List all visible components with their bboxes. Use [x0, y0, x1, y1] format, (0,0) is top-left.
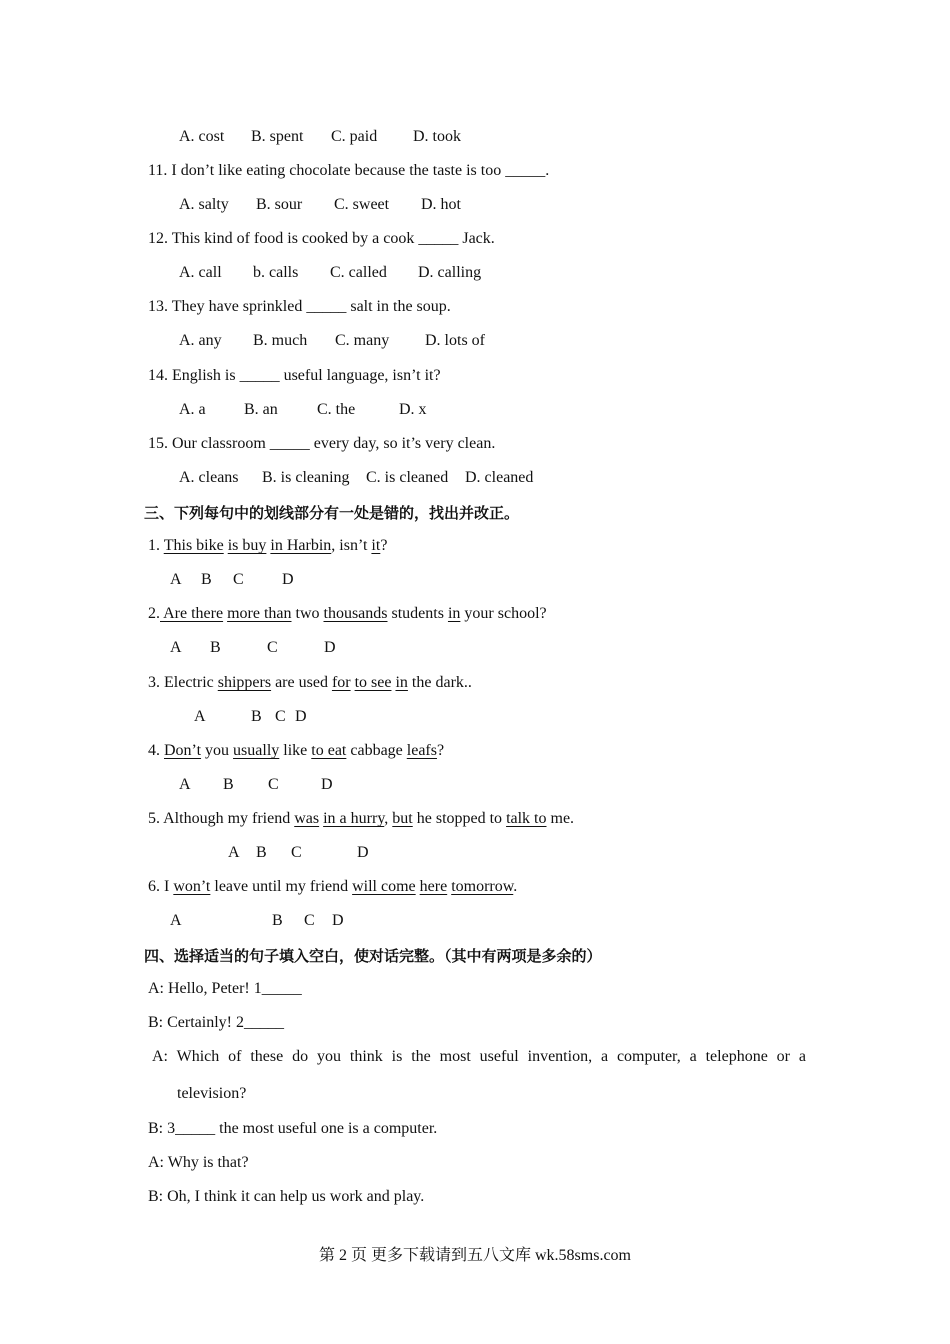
q14-option-b: B. an — [244, 401, 278, 418]
q10-option-c: C. paid — [331, 128, 378, 145]
section-4-heading: 四、选择适当的句子填入空白，使对话完整。（其中有两项是多余的） — [144, 947, 602, 965]
dialogue-line-3-continued: television? — [177, 1085, 247, 1102]
underlined-part-b: will come — [352, 878, 416, 895]
marker-d: D — [357, 844, 369, 861]
dialogue-line-2: B: Certainly! 2_____ — [148, 1014, 284, 1031]
marker-c: C — [268, 776, 279, 793]
page-footer: 第 2 页 更多下载请到五八文库 wk.58sms.com — [318, 1247, 631, 1264]
marker-b: B — [256, 844, 267, 861]
sentence-text: me. — [546, 810, 575, 827]
underlined-part-d: leafs — [406, 742, 437, 759]
q13-option-c: C. many — [335, 332, 390, 349]
q10-option-a: A. cost — [179, 128, 225, 145]
dialogue-line-4: B: 3_____ the most useful one is a computer. — [148, 1120, 438, 1137]
q10-option-d: D. took — [413, 128, 461, 145]
underlined-part-b: usually — [233, 742, 280, 759]
underlined-part-c: but — [392, 810, 413, 827]
q15-option-b: B. is cleaning — [262, 469, 350, 486]
sentence-text: cabbage — [346, 742, 407, 759]
dialogue-line-3: A: Which of these do you think is the most useful invention, a computer, a telephone or a — [152, 1048, 806, 1065]
sentence-text: . — [513, 878, 518, 895]
sentence-text: two — [291, 605, 324, 622]
marker-c: C — [291, 844, 302, 861]
marker-d: D — [332, 912, 344, 929]
marker-c: C — [233, 571, 244, 588]
q13-option-a: A. any — [179, 332, 222, 349]
marker-b: B — [272, 912, 283, 929]
q14-option-a: A. a — [179, 401, 206, 418]
sentence-number: 4. — [148, 742, 164, 759]
q11-stem: 11. I don’t like eating chocolate because the taste is too _____. — [148, 162, 550, 179]
marker-d: D — [324, 639, 336, 656]
underlined-part-b: is buy — [227, 537, 267, 554]
marker-b: B — [201, 571, 212, 588]
underlined-part-c: thousands — [323, 605, 388, 622]
underlined-part-a: shippers — [217, 674, 272, 691]
sentence-text: the dark.. — [407, 674, 472, 691]
underlined-part-a: Don’t — [164, 742, 202, 759]
q12-option-d: D. calling — [418, 264, 482, 281]
sentence-text: 5. Although my friend — [148, 810, 295, 827]
marker-b: B — [223, 776, 234, 793]
q11-option-b: B. sour — [256, 196, 303, 213]
sentence-text: 3. Electric — [148, 674, 218, 691]
marker-a: A — [179, 776, 191, 793]
marker-d: D — [282, 571, 294, 588]
q15-option-a: A. cleans — [179, 469, 239, 486]
q14-option-c: C. the — [317, 401, 356, 418]
q15-stem: 15. Our classroom _____ every day, so it’s very clean. — [148, 435, 496, 452]
q11-option-d: D. hot — [421, 196, 461, 213]
dialogue-line-1: A: Hello, Peter! 1_____ — [148, 980, 302, 997]
underlined-part-c: here — [419, 878, 448, 895]
error-sentence-2 — [148, 604, 547, 624]
marker-b: B — [210, 639, 221, 656]
error-sentence-5 — [148, 809, 574, 829]
q13-option-b: B. much — [253, 332, 308, 349]
sentence-text: students — [387, 605, 448, 622]
error-sentence-6 — [148, 877, 517, 897]
sentence-number: 2. — [148, 605, 160, 622]
sentence-text: 6. I — [148, 878, 174, 895]
marker-d: D — [295, 708, 307, 725]
underlined-part-a: This bike — [163, 537, 224, 554]
sentence-text: you — [201, 742, 234, 759]
marker-a: A — [228, 844, 240, 861]
marker-a: A — [170, 571, 182, 588]
q15-option-c: C. is cleaned — [366, 469, 449, 486]
sentence-number: 1. — [148, 537, 164, 554]
dialogue-line-6: B: Oh, I think it can help us work and play. — [148, 1188, 425, 1205]
underlined-part-d: in — [395, 674, 408, 691]
marker-a: A — [170, 912, 182, 929]
sentence-text: leave until my friend — [210, 878, 353, 895]
underlined-part-d: tomorrow — [451, 878, 514, 895]
sentence-text: are used — [271, 674, 332, 691]
underlined-part-b: in a hurry — [323, 810, 385, 827]
underlined-part-a: Are there — [160, 605, 224, 622]
sentence-text: he stopped to — [412, 810, 507, 827]
underlined-part-a: won’t — [173, 878, 211, 895]
sentence-text: like — [279, 742, 312, 759]
sentence-text: , — [384, 810, 393, 827]
sentence-text: ? — [436, 742, 445, 759]
marker-a: A — [170, 639, 182, 656]
q13-option-d: D. lots of — [425, 332, 485, 349]
section-3-heading: 三、下列每句中的划线部分有一处是错的，找出并改正。 — [144, 504, 520, 522]
marker-d: D — [321, 776, 333, 793]
q14-option-d: D. x — [399, 401, 427, 418]
underlined-part-a: was — [294, 810, 320, 827]
underlined-part-d: in — [447, 605, 461, 622]
marker-a: A — [194, 708, 206, 725]
sentence-text: your school? — [460, 605, 547, 622]
q15-option-d: D. cleaned — [465, 469, 534, 486]
sentence-text: ? — [380, 537, 388, 554]
q11-option-c: C. sweet — [334, 196, 390, 213]
q10-option-b: B. spent — [251, 128, 304, 145]
error-sentence-1 — [148, 536, 387, 556]
underlined-part-c: to eat — [311, 742, 347, 759]
marker-c: C — [275, 708, 286, 725]
error-sentence-4 — [148, 741, 444, 761]
q12-option-c: C. called — [330, 264, 387, 281]
underlined-part-c: to see — [354, 674, 392, 691]
underlined-part-c: in Harbin — [270, 537, 332, 554]
q12-option-a: A. call — [179, 264, 222, 281]
sentence-text: , isn’t — [331, 537, 372, 554]
underlined-part-d: talk to — [506, 810, 547, 827]
q11-option-a: A. salty — [179, 196, 229, 213]
underlined-part-b: more than — [227, 605, 292, 622]
q14-stem: 14. English is _____ useful language, isn’t it? — [148, 367, 441, 384]
error-sentence-3 — [148, 673, 472, 693]
q12-stem: 12. This kind of food is cooked by a cook _____ Jack. — [148, 230, 495, 247]
marker-c: C — [267, 639, 278, 656]
underlined-part-d: it — [371, 537, 381, 554]
q12-option-b: b. calls — [253, 264, 299, 281]
dialogue-line-5: A: Why is that? — [148, 1154, 249, 1171]
marker-c: C — [304, 912, 315, 929]
q13-stem: 13. They have sprinkled _____ salt in the soup. — [148, 298, 451, 315]
underlined-part-b: for — [331, 674, 351, 691]
marker-b: B — [251, 708, 262, 725]
